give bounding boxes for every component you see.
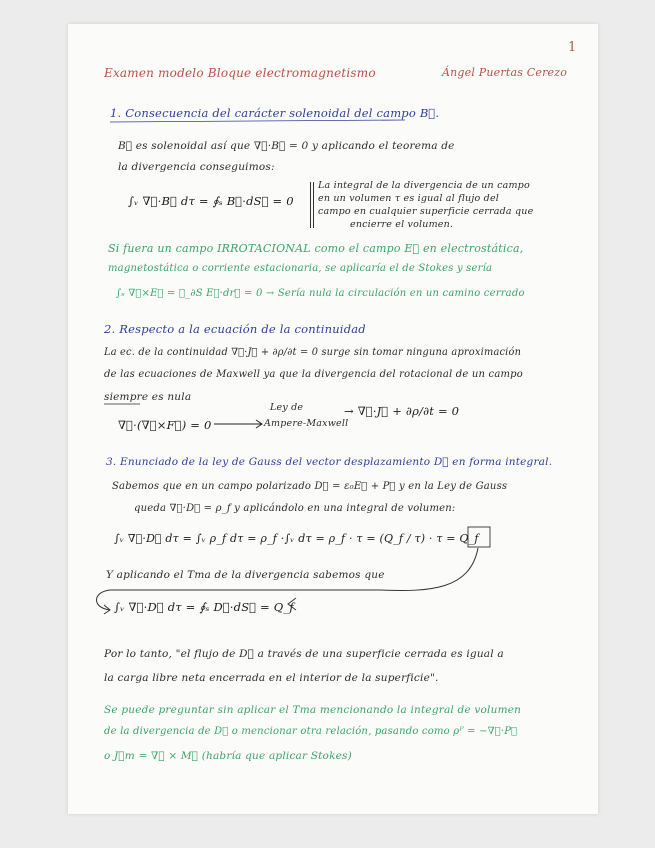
gauss-volume-equation: ∫ᵥ ∇⃗·D⃗ dτ = ∫ᵥ ρ_f dτ = ρ_f ·∫ᵥ dτ = ρ_f · τ = (Q_f / τ) · τ = Q_f — [114, 532, 479, 545]
gauss-surface-equation: ∫ᵥ ∇⃗·D⃗ dτ = ∮ₛ D⃗·dS⃗ = Q_f — [114, 600, 294, 614]
conclusion-line-1: Por lo tanto, "el flujo de D⃗ a través de una superficie cerrada es igual a — [104, 648, 504, 660]
stokes-equation: ∫ₛ ∇⃗×E⃗ = ∮_∂S E⃗·dr⃗ = 0 → Sería nula la circulación en un camino cerrado — [116, 288, 525, 299]
curved-arrow-head-return — [288, 598, 296, 610]
section-3-text-line-2: queda ∇⃗·D⃗ = ρ_f y aplicándolo en una integral de volumen: — [134, 503, 456, 514]
note-line: campo en cualquier superficie cerrada que — [318, 206, 534, 217]
qf-box — [468, 527, 490, 547]
note-line: en un volumen τ es igual al flujo del — [318, 193, 500, 204]
alternative-note-line-3: o J⃗m = ∇⃗ × M⃗ (habría que aplicar Stokes) — [104, 750, 352, 762]
div-curl-equation: ∇⃗·(∇⃗×F⃗) = 0 — [118, 418, 212, 432]
section-2-text-line-3: siempre es nula — [104, 391, 192, 403]
alternative-note-line-2: de la divergencia de D⃗ o mencionar otra relación, pasando como ρᴾ = −∇⃗·P⃗ — [104, 726, 518, 737]
continuity-equation: → ∇⃗·J⃗ + ∂ρ/∂t = 0 — [344, 404, 460, 418]
arrow-label-bottom: Ampere-Maxwell — [264, 418, 349, 429]
irrotational-note-line-2: magnetostática o corriente estacionaria, se aplicaría el de Stokes y sería — [108, 263, 493, 274]
section-3-text-line-3: Y aplicando el Tma de la divergencia sabemos que — [106, 569, 385, 581]
section-2-heading: 2. Respecto a la ecuación de la continuidad — [104, 322, 366, 336]
conclusion-line-2: la carga libre neta encerrada en el interior de la superficie". — [104, 672, 439, 684]
exam-title: Examen modelo Bloque electromagnetismo — [104, 66, 376, 80]
section-3-text-line-1: Sabemos que en un campo polarizado D⃗ = ε₀E⃗ + P⃗ y en la Ley de Gauss — [112, 481, 508, 492]
irrotational-note-line-1: Si fuera un campo IRROTACIONAL como el campo E⃗ en electrostática, — [108, 242, 524, 255]
section-2-text-line-2: de las ecuaciones de Maxwell ya que la divergencia del rotacional de un campo — [104, 369, 523, 380]
arrow-label-top: Ley de — [270, 402, 304, 413]
note-line: La integral de la divergencia de un campo — [318, 180, 530, 191]
alternative-note-line-1: Se puede preguntar sin aplicar el Tma mencionando la integral de volumen — [104, 704, 522, 716]
author-name: Ángel Puertas Cerezo — [442, 66, 568, 79]
section-1-text-line-1: B⃗ es solenoidal así que ∇⃗·B⃗ = 0 y aplicando el teorema de — [118, 140, 455, 152]
divergence-theorem-equation: ∫ᵥ ∇⃗·B⃗ dτ = ∮ₛ B⃗·dS⃗ = 0 — [128, 194, 294, 208]
note-line: encierre el volumen. — [350, 219, 454, 230]
section-2-text-line-1: La ec. de la continuidad ∇⃗·J⃗ + ∂ρ/∂t = 0 surge sin tomar ninguna aproximación — [104, 347, 522, 358]
curved-arrow — [97, 548, 479, 610]
section-1-text-line-2: la divergencia conseguimos: — [118, 161, 275, 173]
section-1-heading: 1. Consecuencia del carácter solenoidal del campo B⃗. — [110, 106, 440, 120]
section-3-heading: 3. Enunciado de la ley de Gauss del vector desplazamiento D⃗ en forma integral. — [106, 456, 553, 468]
heading-underline — [110, 120, 405, 122]
page-number: 1 — [568, 40, 577, 55]
